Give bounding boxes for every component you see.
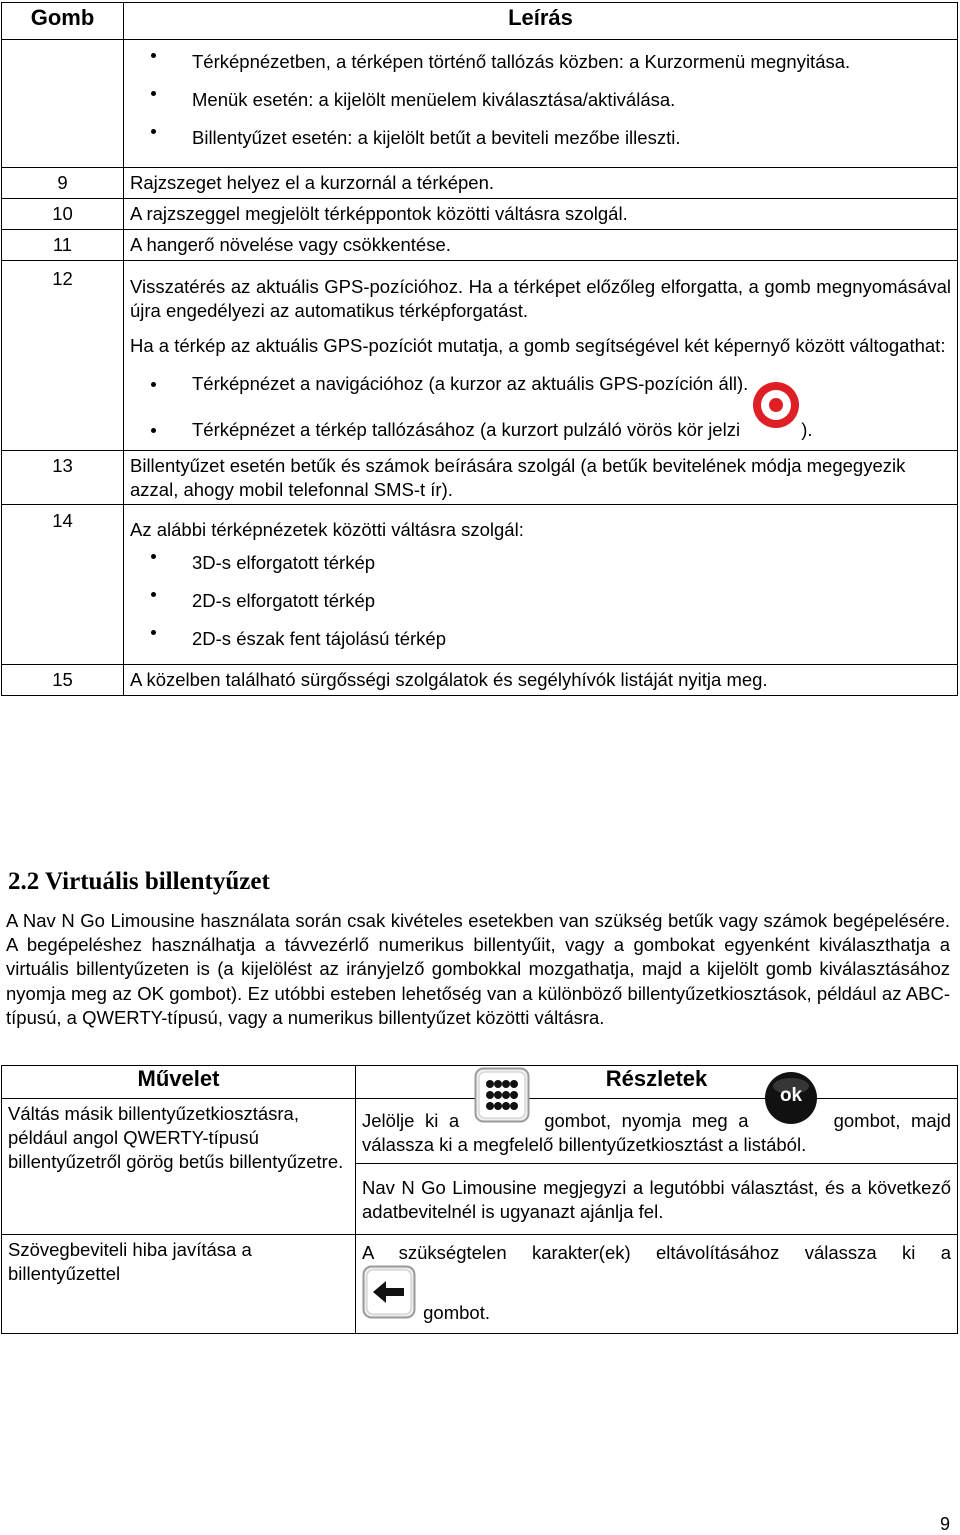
detail-text: gombot.	[423, 1302, 490, 1323]
bullet-list	[130, 372, 951, 442]
row-description: Rajzszeget helyez el a kurzornál a térképen.	[124, 168, 958, 199]
ok-button-icon: ok	[763, 1070, 819, 1126]
row-number: 11	[2, 230, 124, 261]
row-number: 9	[2, 168, 124, 199]
list-item: Térképnézet a navigációhoz (a kurzor az aktuális GPS-pozíción áll).	[130, 372, 951, 396]
row-number: 12	[2, 261, 124, 451]
col-header-details: Részletek	[356, 1066, 958, 1099]
table-row	[2, 1235, 958, 1334]
table-row	[2, 505, 958, 665]
page-number: 9	[939, 1514, 950, 1534]
row-description: A közelben található sürgősségi szolgálatok és segélyhívók listáját nyitja meg.	[124, 665, 958, 696]
row-number: 10	[2, 199, 124, 230]
list-item: Menük esetén: a kijelölt menüelem kiválasztása/aktiválása.	[130, 81, 951, 119]
row-number: 14	[2, 505, 124, 665]
row-description: Visszatérés az aktuális GPS-pozícióhoz. Ha a térképet előzőleg elforgatta, a gomb megnyomásával újra engedélyezi az automatikus térképforgatást.	[130, 276, 951, 321]
action-details-table	[1, 1065, 958, 1334]
detail-text: Jelölje ki a gombot, nyomja meg a ok gombot, majd válassza ki a megfelelő billentyűzetkiosztást a listából.	[362, 1109, 951, 1157]
table-row	[2, 261, 958, 451]
list-item: Térképnézetben, a térképen történő tallózás közben: a Kurzormenü megnyitása.	[130, 43, 951, 81]
table-row	[2, 1099, 958, 1164]
table-row	[2, 451, 958, 505]
list-item: 3D-s elforgatott térkép	[130, 544, 951, 582]
bullet-list	[130, 43, 951, 157]
list-item: 2D-s elforgatott térkép	[130, 582, 951, 620]
button-description-table	[1, 2, 958, 696]
keypad-grid-icon	[474, 1067, 530, 1129]
row-description: Ha a térkép az aktuális GPS-pozíciót mutatja, a gomb segítségével két képernyő között váltogathat:	[130, 335, 946, 356]
col-header-button: Gomb	[2, 3, 124, 40]
section-paragraph: A Nav N Go Limousine használata során csak kivételes esetekben van szükség betűk vagy számok begépelésére. A begépeléshez használhatja a távvezérlő numerikus billentyűit, vagy a gombokat egyenként kiválaszthatja a virtuális billentyűzeten is (a kijelölést az irányjelző gombokkal mozgathatja, majd a kijelölt gomb kiválasztásához nyomja meg az OK gombot). Ez utóbbi esteben lehetőség van a különböző billentyűzetkiosztások, például az ABC-típusú, a QWERTY-típusú, vagy a numerikus billentyűzet közötti váltásra.	[6, 910, 950, 1028]
detail-text: A szükségtelen karakter(ek) eltávolításához válassza ki a	[362, 1242, 951, 1263]
list-item: 2D-s észak fent tájolású térkép	[130, 620, 951, 658]
table-row	[2, 199, 958, 230]
backspace-arrow-icon	[362, 1265, 416, 1325]
table-row	[2, 230, 958, 261]
bullet-list	[130, 544, 951, 658]
table-row	[2, 40, 958, 168]
col-header-action: Művelet	[2, 1066, 356, 1099]
list-item: Billentyűzet esetén: a kijelölt betűt a beviteli mezőbe illeszti.	[130, 119, 951, 157]
detail-text: Nav N Go Limousine megjegyzi a legutóbbi választást, és a következő adatbevitelnél is ugyanazt ajánlja fel.	[356, 1164, 958, 1235]
target-icon	[751, 380, 801, 436]
action-cell: Váltás másik billentyűzetkiosztásra, például angol QWERTY-típusú billentyűzetről görög betűs billentyűzetre.	[2, 1099, 356, 1235]
row-description: Az alábbi térképnézetek közötti váltásra szolgál:	[130, 519, 524, 540]
row-number: 13	[2, 451, 124, 505]
col-header-description: Leírás	[124, 3, 958, 40]
row-number: 15	[2, 665, 124, 696]
row-description: A rajzszeggel megjelölt térképpontok közötti váltásra szolgál.	[124, 199, 958, 230]
row-description: Billentyűzet esetén betűk és számok beírására szolgál (a betűk bevitelének módja megegyezik azzal, ahogy mobil telefonnal SMS-t ír).	[124, 451, 958, 505]
table-row	[2, 168, 958, 199]
section-heading: 2.2 Virtuális billentyűzet	[8, 868, 270, 895]
row-description: A hangerő növelése vagy csökkentése.	[124, 230, 958, 261]
action-cell: Szövegbeviteli hiba javítása a billentyűzettel	[2, 1235, 356, 1334]
list-item: Térképnézet a térkép tallózásához (a kurzort pulzáló vörös kör jelzi ).	[130, 418, 951, 442]
table-row	[2, 665, 958, 696]
